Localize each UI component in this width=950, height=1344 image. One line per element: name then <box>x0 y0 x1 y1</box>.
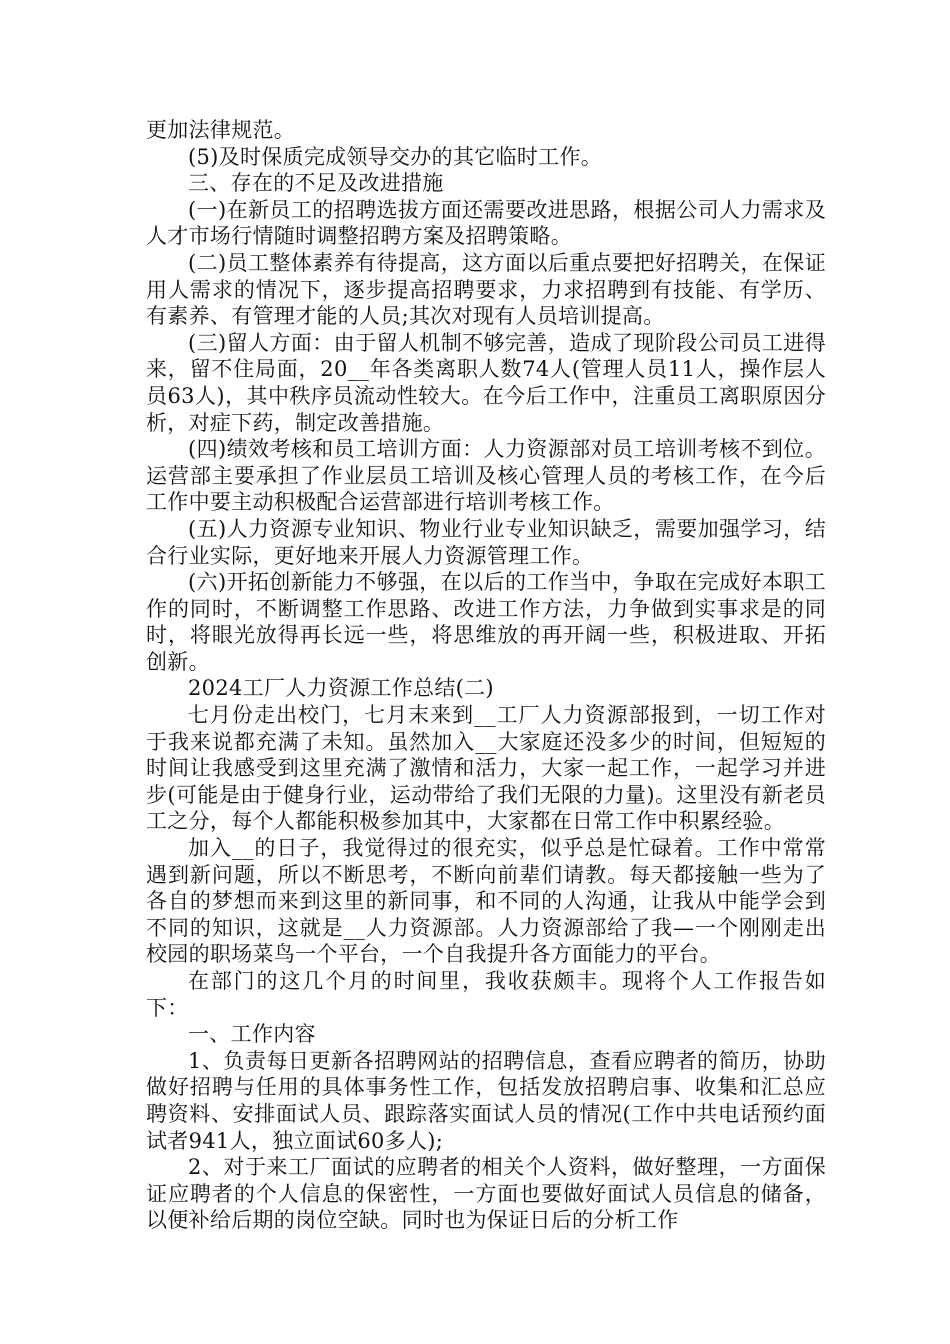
paragraph-improvement-1: (一)在新员工的招聘选拔方面还需要改进思路，根据公司人力需求及人才市场行情随时调整招聘方案及招聘策略。 <box>146 197 826 249</box>
paragraph-improvement-6: (六)开拓创新能力不够强，在以后的工作当中，争取在完成好本职工作的同时，不断调整工作思路、改进工作方法，力争做到实事求是的同时，将眼光放得再长远一些，将思维放的再开阔一些，积极进取、开拓创新。 <box>146 570 826 674</box>
document-page <box>146 117 826 1234</box>
paragraph-continuation: 更加法律规范。 <box>146 118 296 142</box>
paragraph-experience: 加入__的日子，我觉得过的很充实，似乎总是忙碌着。工作中常常遇到新问题，所以不断思考，不断向前辈们请教。每天都接触一些为了各自的梦想而来到这里的新同事，和不同的人沟通，让我从中能学会到不同的知识，这就是__人力资源部。人力资源部给了我—一个刚刚走出校园的职场菜鸟一个平台，一个自我提升各方面能力的平台。 <box>146 836 826 967</box>
section-heading-work-content: 一、工作内容 <box>188 1022 316 1047</box>
paragraph-improvement-5: (五)人力资源专业知识、物业行业专业知识缺乏，需要加强学习，结合行业实际，更好地来开展人力资源管理工作。 <box>146 516 826 568</box>
paragraph-improvement-3: (三)留人方面：由于留人机制不够完善，造成了现阶段公司员工进得来，留不住局面，20__年各类离职人数74人(管理人员11人，操作层人员63人)，其中秩序员流动性较大。在今后工作中，注重员工离职原因分析，对症下药，制定改善措施。 <box>146 330 826 435</box>
document-subtitle: 2024工厂人力资源工作总结(二) <box>188 676 494 701</box>
paragraph-report-intro: 在部门的这几个月的时间里，我收获颇丰。现将个人工作报告如下： <box>146 969 826 1020</box>
paragraph-improvement-2: (二)员工整体素养有待提高，这方面以后重点要把好招聘关，在保证用人需求的情况下，逐步提高招聘要求，力求招聘到有技能、有学历、有素养、有管理才能的人员;其次对现有人员培训提高。 <box>146 250 826 329</box>
paragraph-intro: 七月份走出校门，七月末来到__工厂人力资源部报到，一切工作对于我来说都充满了未知。虽然加入__大家庭还没多少的时间，但短短的时间让我感受到这里充满了激情和活力，大家一起工作，一起学习并进步(可能是由于健身行业，运动带给了我们无限的力量)。这里没有新老员工之分，每个人都能积极参加其中，大家都在日常工作中积累经验。 <box>146 703 826 834</box>
section-heading-shortcomings: 三、存在的不足及改进措施 <box>188 171 444 196</box>
paragraph-work-item-1: 1、负责每日更新各招聘网站的招聘信息，查看应聘者的简历，协助做好招聘与任用的具体事务性工作，包括发放招聘启事、收集和汇总应聘资料、安排面试人员、跟踪落实面试人员的情况(工作中共电话预约面试者941人，独立面试60多人); <box>146 1048 826 1153</box>
paragraph-improvement-4: (四)绩效考核和员工培训方面：人力资源部对员工培训考核不到位。运营部主要承担了作业层员工培训及核心管理人员的考核工作，在今后工作中要主动积极配合运营部进行培训考核工作。 <box>146 437 826 515</box>
paragraph-work-item-2: 2、对于来工厂面试的应聘者的相关个人资料，做好整理，一方面保证应聘者的个人信息的保密性，一方面也要做好面试人员信息的储备，以便补给后期的岗位空缺。同时也为保证日后的分析工作 <box>146 1155 826 1233</box>
paragraph-item-5: (5)及时保质完成领导交办的其它临时工作。 <box>188 144 603 169</box>
